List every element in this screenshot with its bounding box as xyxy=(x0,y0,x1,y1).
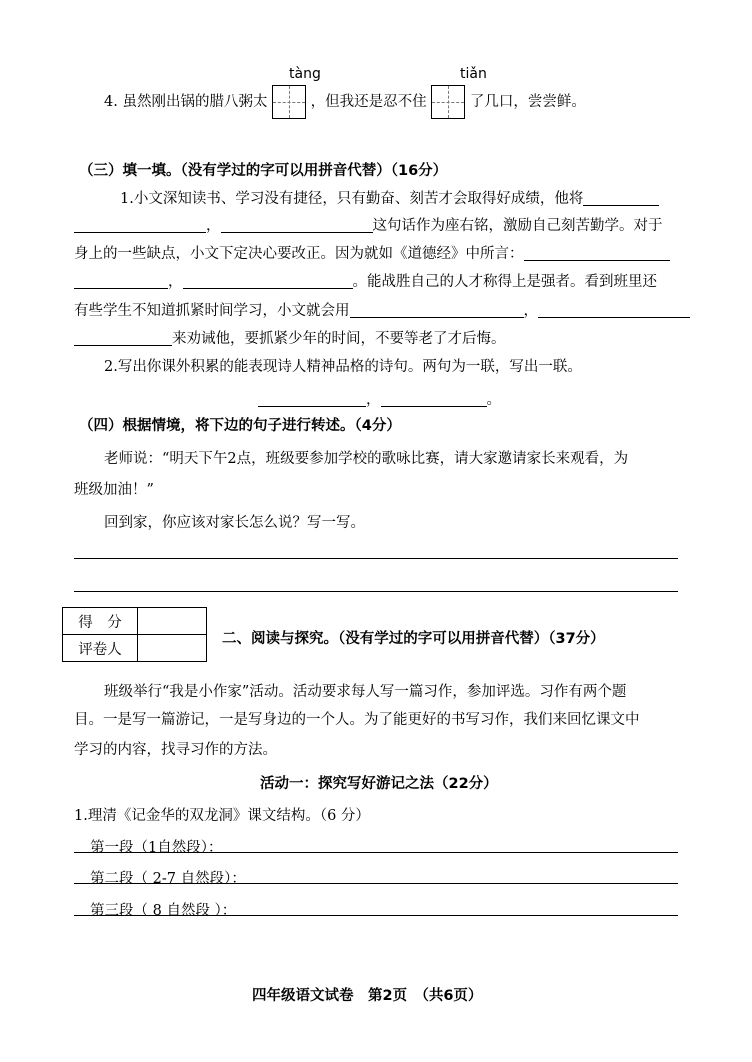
sec3-p1-line3 xyxy=(74,242,670,263)
answer-blank[interactable] xyxy=(350,301,524,318)
grader-cell[interactable] xyxy=(138,635,207,662)
activity-1-title: 活动一：探究写好游记之法（22分） xyxy=(260,776,498,792)
sec3-p1-line5 xyxy=(74,299,690,320)
answer-blank[interactable] xyxy=(381,390,487,407)
answer-blank[interactable] xyxy=(221,216,373,233)
part2-intro-line3: 学习的内容，找寻习作的方法。 xyxy=(74,742,277,758)
sec3-p1-text5: 有些学生不知道抓紧时间学习，小文就会用 xyxy=(74,303,350,319)
sec3-p1-line6 xyxy=(74,327,506,348)
part-2-heading: 二、阅读与探究。（没有学过的字可以用拼音代替）（37分） xyxy=(222,631,605,647)
period: 。 xyxy=(486,392,501,408)
sec3-p1-line1 xyxy=(120,187,659,208)
answer-blank[interactable] xyxy=(524,244,670,261)
section-3-heading: （三）填一填。（没有学过的字可以用拼音代替）（16分） xyxy=(79,163,448,179)
grader-label: 评卷人 xyxy=(63,635,138,662)
answer-blank[interactable] xyxy=(258,390,366,407)
sec3-p1-line2 xyxy=(74,214,663,235)
sec3-p1-text6: 来劝诫他，要抓紧少年的时间，不要等老了才后悔。 xyxy=(172,331,506,347)
question-4-text-a: 虽然刚出锅的腊八粥太 xyxy=(122,94,268,110)
score-table xyxy=(62,607,207,662)
comma: ， xyxy=(168,274,183,290)
pinyin-tang: tàng xyxy=(289,66,321,82)
part2-intro-line2: 目。一是写一篇游记，一是写身边的一个人。为了能更好的书写习作，我们来回忆课文中 xyxy=(74,712,640,728)
segment-1-answer-line[interactable] xyxy=(74,852,678,853)
tian-zi-box-1[interactable] xyxy=(272,85,306,119)
comma: ， xyxy=(206,218,221,234)
question-4-number: 4. xyxy=(104,94,118,110)
segment-3-label: 第三段（ 8 自然段 ）： xyxy=(90,903,237,919)
question-4-text-c: 了几口，尝尝鲜。 xyxy=(469,94,586,110)
answer-blank[interactable] xyxy=(74,272,168,289)
sec4-quote-line2: 班级加油！” xyxy=(74,482,154,498)
answer-blank[interactable] xyxy=(538,301,690,318)
sec3-p1-text4: 。能战胜自己的人才称得上是强者。看到班里还 xyxy=(352,274,657,290)
question-4 xyxy=(104,85,586,119)
answer-line-1[interactable] xyxy=(74,558,678,559)
score-cell[interactable] xyxy=(138,608,207,635)
sec3-p1-text1: 1.小文深知读书、学习没有捷径，只有勤奋、刻苦才会取得好成绩，他将 xyxy=(120,191,584,207)
tian-zi-box-2[interactable] xyxy=(431,85,465,119)
section-4-heading: （四）根据情境，将下边的句子进行转述。（4分） xyxy=(79,418,401,434)
segment-3-answer-line[interactable] xyxy=(74,915,678,916)
answer-blank[interactable] xyxy=(583,189,659,206)
segment-2-answer-line[interactable] xyxy=(74,883,678,884)
sec4-prompt: 回到家，你应该对家长怎么说？写一写。 xyxy=(104,515,365,531)
part2-intro-line1: 班级举行“我是小作家”活动。活动要求每人写一篇习作，参加评选。习作有两个题 xyxy=(104,684,627,700)
sec3-p2-answer-line xyxy=(258,388,501,409)
segment-1-label: 第一段（1自然段）： xyxy=(90,840,223,856)
sec3-p1-text3: 身上的一些缺点，小文下定决心要改正。因为就如《道德经》中所言： xyxy=(74,246,524,262)
answer-blank[interactable] xyxy=(183,272,353,289)
question-4-text-b: ，但我还是忍不住 xyxy=(310,94,427,110)
answer-line-2[interactable] xyxy=(74,591,678,592)
answer-blank[interactable] xyxy=(74,216,206,233)
score-label: 得 分 xyxy=(63,608,138,635)
sec3-p1-text2: 这句话作为座右铭，激励自己刻苦勤学。对于 xyxy=(372,218,663,234)
pinyin-tian: tiǎn xyxy=(460,66,487,82)
segment-2-label: 第二段（ 2-7 自然段）： xyxy=(90,871,246,887)
sec4-quote-line1: 老师说：“明天下午2点，班级要参加学校的歌咏比赛，请大家邀请家长来观看，为 xyxy=(104,451,629,467)
part2-q1: 1.理清《记金华的双龙洞》课文结构。（6 分） xyxy=(74,808,370,824)
sec3-p2: 2.写出你课外积累的能表现诗人精神品格的诗句。两句为一联，写出一联。 xyxy=(104,359,582,375)
comma: ， xyxy=(366,392,381,408)
comma: ， xyxy=(523,303,538,319)
answer-blank[interactable] xyxy=(74,329,172,346)
sec3-p1-line4 xyxy=(74,270,657,291)
page-footer: 四年级语文试卷 第2页 （共6页） xyxy=(252,988,483,1004)
